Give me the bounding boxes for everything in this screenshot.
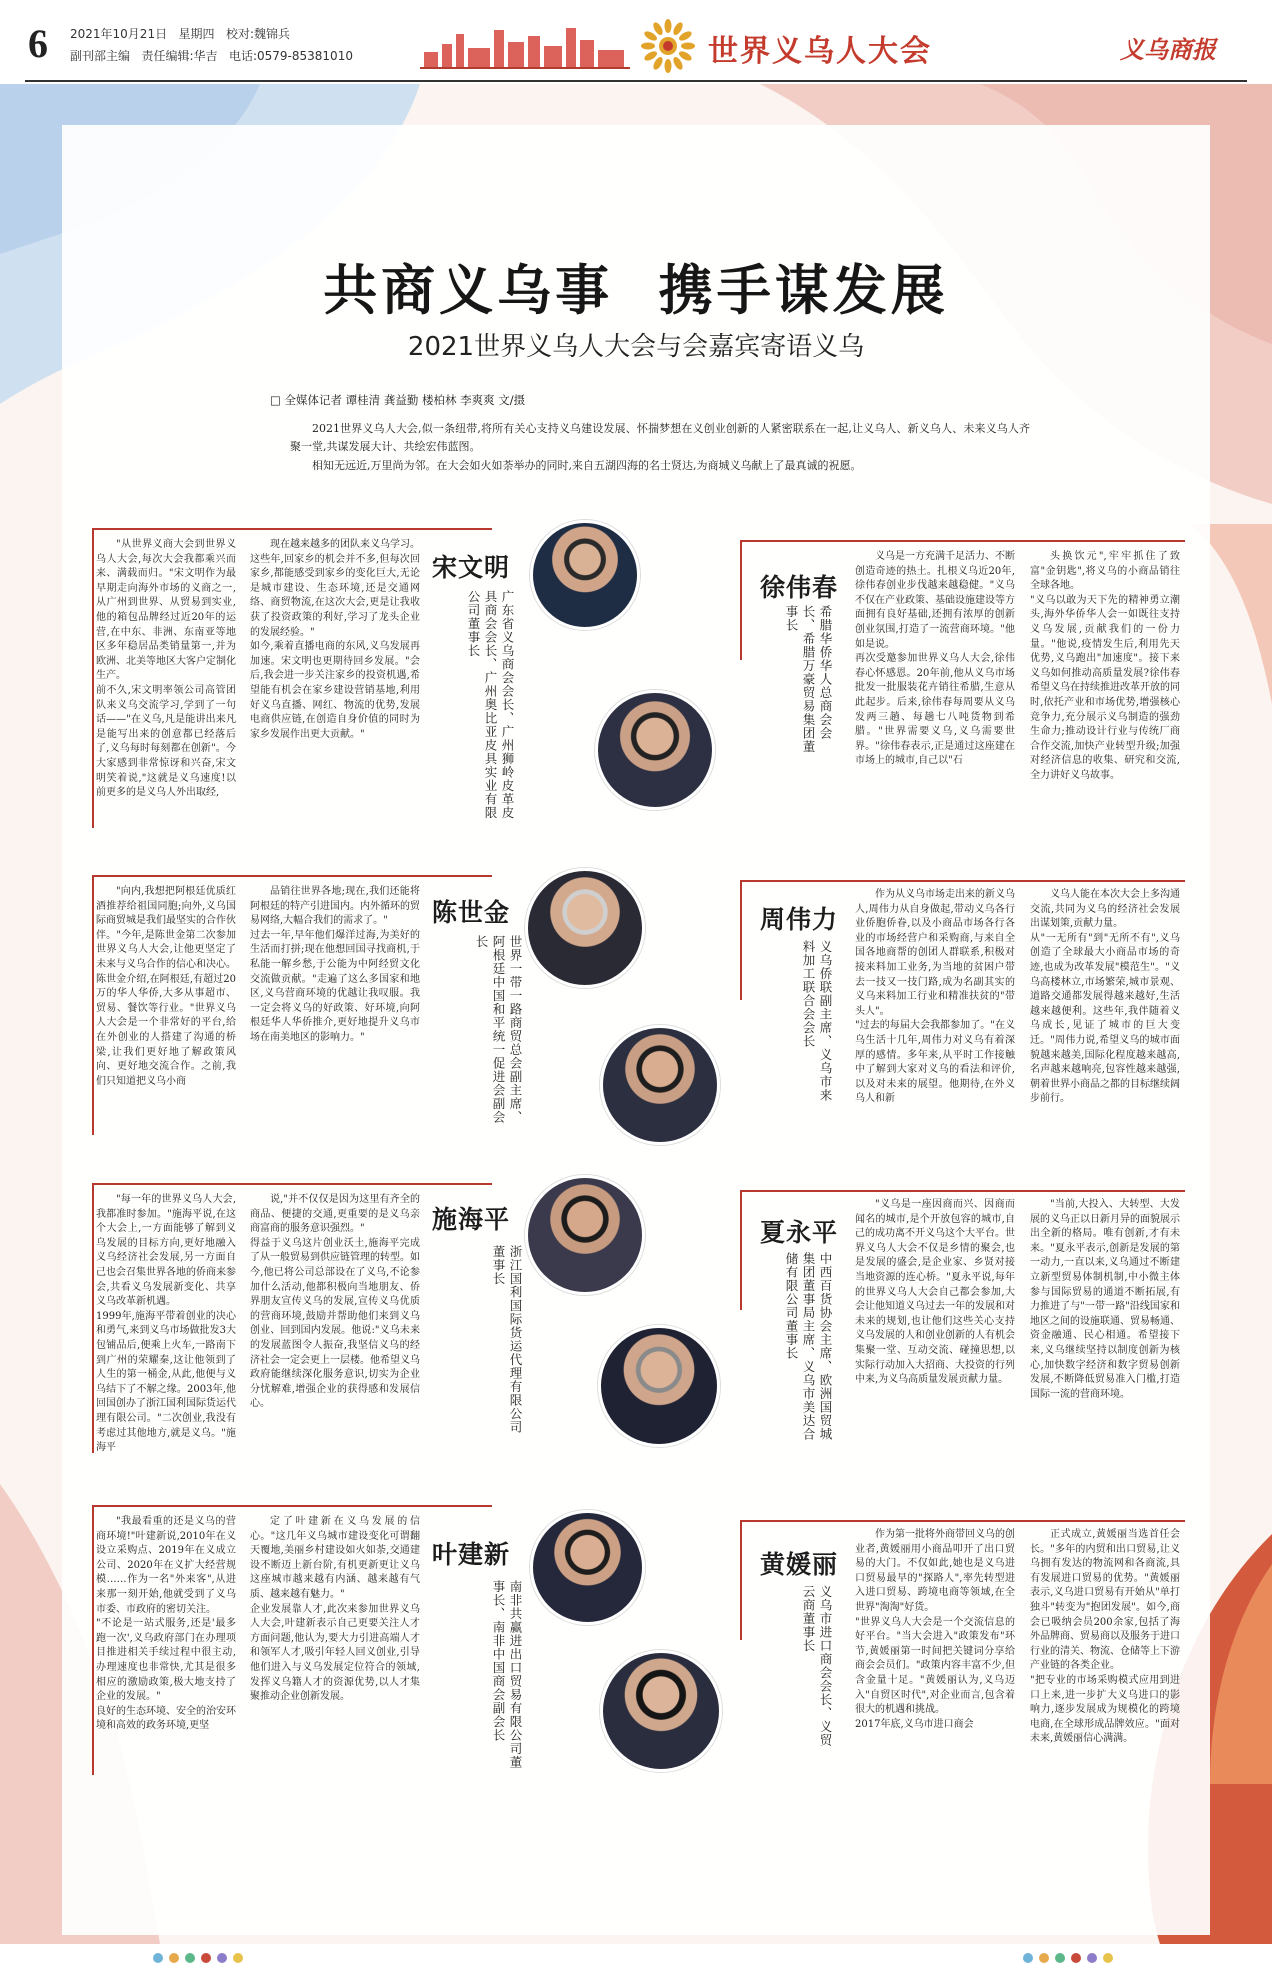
paper-name: 义乌商报	[1120, 35, 1216, 64]
intro-paragraph-1: 2021世界义乌人大会,似一条纽带,将所有关心支持义乌建设发展、怀揣梦想在义创业创新的人紧密联系在一起,让义乌人、新义乌人、未来义乌人齐聚一堂,共谋发展大计、共绘宏伟蓝图。	[290, 422, 1030, 453]
footer-dots-right	[1020, 1948, 1116, 1967]
frame-rule	[92, 1183, 94, 1453]
profile-text-col2: 定了叶建新在义乌发展的信心。"这几年义乌城市建设变化可谓翻天覆地,美丽乡村建设如火如荼,交通建设不断迈上新台阶,有机更新更让义乌这座城市越来越有内涵、越来越有气质、越来越有魅力。" 企业发展靠人才,此次来参加世界义乌人大会,叶建新表示自己更要关注人才方面问题,他认为,要大力引进高端人才和领军人才,吸引年轻人回义创业,引导他们进入与义乌发展定位符合的领域,发挥义乌籍人才的资源优势,以人才集聚推动企业创新发展。	[250, 1516, 420, 1703]
portrait-photo	[598, 1325, 720, 1447]
profile-text-col2: 正式成立,黄媛丽当选首任会长。"多年的内贸和出口贸易,让义乌拥有发达的物流网和各商流,具有发展进口贸易的优势。"黄媛丽表示,义乌进口贸易有开始从"单打独斗"转变为"抱团发展"。如今,商会已吸纳会员200余家,包括了海外品牌商、贸易商以及服务于进口行业的清关、物流、仓储等上下游产业链的各类企业。 "把专业的市场采购模式应用到进口上来,进一步扩大义乌进口的影响力,逐步发展成为规模化的跨境电商,在全球形成品牌效应。"面对未来,黄媛丽信心满满。	[1030, 1529, 1180, 1745]
frame-rule	[740, 880, 742, 1000]
frame-rule	[740, 880, 1185, 882]
person-name: 黄媛丽	[760, 1550, 839, 1579]
frame-rule	[92, 528, 492, 530]
page-number: 6	[28, 21, 48, 66]
intro-paragraph-2: 相知无远近,万里尚为邻。在大会如火如荼举办的同时,来自五湖四海的名士贤达,为商城义乌献上了最真诚的祝愿。	[312, 459, 862, 472]
frame-rule	[92, 1505, 492, 1507]
person-name: 夏永平	[760, 1218, 839, 1247]
person-title: 南非共赢进出口贸易有限公司董事长、南非中国商会副会长	[491, 1580, 523, 1769]
frame-rule	[740, 1520, 742, 1640]
issue-date: 2021年10月21日	[70, 27, 168, 41]
section-title: 世界义乌人大会	[708, 34, 932, 69]
profile-text-col2: "当前,大投入、大转型、大发展的义乌正以日新月异的面貌展示出全新的格局。唯有创新,才有未来。"夏永平表示,创新是发展的第一动力,一直以来,义乌通过不断建立新型贸易体制机制,中小微主体参与国际贸易的通道不断拓展,有力推进了与"一带一路"沿线国家和地区之间的设施联通、贸易畅通、资金融通、民心相通。希望接下来,义乌继续坚持以制度创新为核心,加快数字经济和数字贸易创新发展,不断降低贸易准入门槛,打造国际一流的营商环境。	[1030, 1199, 1180, 1400]
subheadline: 2021世界义乌人大会与会嘉宾寄语义乌	[407, 332, 865, 362]
portrait-photo	[595, 690, 715, 810]
conference-logo	[640, 18, 696, 74]
frame-rule	[92, 528, 94, 828]
footer-dots-left	[150, 1948, 246, 1967]
profile-text-col2: 头换饮元",牢牢抓住了致富"金钥匙",将义乌的小商品销往全球各地。 "义乌以敢为天下先的精神勇立潮头,海外华侨华人会一如既往支持义乌发展,贡献我们的一份力量。"他说,疫情发生后,利用先天优势,义乌跑出"加速度"。接下来义乌如何推动高质量发展?徐伟春希望义乌在持续推进改革开放的同时,依托产业和市场优势,增强核心竞争力,充分展示义乌制造的强劲生命力;推动设计行业与传统厂商合作交流,加快产业转型升级;加强对经济信息的收集、研究和交流,全力讲好义乌故事。	[1030, 551, 1180, 781]
person-name: 宋文明	[432, 553, 511, 582]
profile-text-col2: 现在越来越多的团队来义乌学习。这些年,回家乡的机会并不多,但每次回家乡,都能感受到家乡的变化巨大,无论是城市建设、生态环境,还是交通网络、商贸物流,在这次大会,更是让我收获了投资政策的利好,学习了龙头企业的发展经验。" 如今,乘着直播电商的东风,义乌发展再加速。宋文明也更期待回乡发展。"会后,我会进一步关注家乡的投资机遇,希望能有机会在家乡建设营销基地,利用好义乌直播、网红、物流的优势,发展电商供应链,在创造自身价值的同时为家乡发展作出更大贡献。"	[250, 539, 420, 740]
frame-rule	[92, 875, 94, 1135]
person-title: 义乌侨联副主席、义乌市来料加工联合会会长	[801, 940, 833, 1102]
person-title: 义乌市进口商会会长、义贸云商董事长	[801, 1585, 833, 1747]
person-title: 希腊华侨华人总商会会长、希腊万豪贸易集团董事长	[784, 605, 833, 754]
person-name: 周伟力	[760, 905, 839, 934]
frame-rule	[92, 1505, 94, 1775]
profile-text-col1: "从世界义商大会到世界义乌人大会,每次大会我都乘兴而来、满载而归。"宋文明作为最早期走向海外市场的义商之一,从广州到世界、从贸易到实业,他的箱包品牌经过近20年的运营,在中东、非洲、东南亚等地区多年稳居品类销量第一,并为欧洲、北美等地区大客户定制化生产。 前不久,宋文明率领公司高管团队来义乌交流学习,学到了一句话——"在义乌,凡是能讲出来凡是能写出来的创意都已经落后了,义乌每时每刻都在创新"。今大家感到非常惊讶和兴奋,宋文明笑着说,"这就是义乌速度!以前更多的是义乌人外出取经,	[96, 539, 236, 799]
profile-text-col1: "向内,我想把阿根廷优质红酒推荐给祖国同胞;向外,义乌国际商贸城是我们最坚实的合作伙伴。"今年,是陈世金第二次参加世界义乌人大会,让他更坚定了未来与义乌合作的信心和决心。 陈世金介绍,在阿根廷,有超过20万的华人华侨,大多从事超市、贸易、餐饮等行业。"世界义乌人大会是一个非常好的平台,给在外创业的人搭建了沟通的桥梁,让我们更好地了解政策风向、更好地交流合作。之前,我们只知道把义乌小商	[96, 886, 236, 1087]
frame-rule	[740, 540, 742, 660]
dept-head: 副刊部主编	[70, 49, 131, 63]
profile-text-col2: 义乌人能在本次大会上多沟通交流,共同为义乌的经济社会发展出谋划策,贡献力量。 从"一无所有"到"无所不有",义乌创造了全球最大小商品市场的奇迹,也成为改革发展"模范生"。"义乌高楼林立,市场繁荣,城市景观、道路交通都发展得越来越好,生活越来越便利。这些年,我伴随着义乌成长,见证了城市的巨大变迁。"周伟力说,希望义乌的城市面貌越来越美,国际化程度越来越高,名声越来越响亮,包容性越来越强,朝着世界小商品之都的目标继续阔步前行。	[1030, 889, 1180, 1105]
profile-text-col2: 说,"并不仅仅是因为这里有齐全的商品、便捷的交通,更重要的是义乌亲商富商的服务意识强烈。" 得益于义乌这片创业沃土,施海平完成了从一般贸易到供应链管理的转型。如今,他已将公司总部设在了义乌,不论参加什么活动,他都积极向当地朋友、侨界朋友宣传义乌的发展,宣传义乌优质的营商环境,鼓励并帮助他们来到义乌创业、回到国内发展。他说:"义乌未来的发展蓝图令人振奋,我坚信义乌的经济社会一定会更上一层楼。他希望义乌政府能继续深化服务意识,切实为企业分忧解难,增强企业的获得感和发展信心。	[250, 1194, 420, 1410]
skyline-illustration	[420, 24, 630, 70]
profile-text-col1: "我最看重的还是义乌的营商环境!"叶建新说,2010年在义设立采购点、2019年在义成立公司、2020年在义扩大经营规模……作为一名"外来客",从进来那一刻开始,他就受到了义乌市委、市政府的密切关注。 "不论是一站式服务,还是'最多跑一次',义乌政府部门在办理项目推进相关手续过程中很主动,办理速度也非常快,尤其是很多相应的激励政策,极大地支持了企业的发展。" 良好的生态环境、安全的治安环境和高效的政务环境,更坚	[96, 1516, 236, 1732]
editor: 责任编辑:华吉	[141, 49, 218, 63]
frame-rule	[740, 1190, 742, 1310]
profile-text-col1: "义乌是一座因商而兴、因商而闻名的城市,是个开放包容的城市,自己的成功离不开义乌这个大平台。世界义乌人大会不仅是乡情的聚会,也是发展的盛会,是企业家、乡贤对接当地资源的连心桥。"夏永平说,每年的世界义乌人大会自己都会参加,大会让他知道义乌过去一年的发展和对未来的规划,也让他们这些关心支持义乌发展的人和创业创新的人有机会集聚一堂、互动交流、碰撞思想,以实际行动加入大招商、大投资的行列中来,为义乌高质量发展贡献力量。	[855, 1199, 1015, 1386]
profile-text-col1: "每一年的世界义乌人大会,我都准时参加。"施海平说,在这个大会上,一方面能够了解到义乌发展的目标方向,更好地融入义乌经济社会发展,另一方面自己也会召集世界各地的侨商来参会,共看义乌发展新变化、共享义乌改革新机遇。 1999年,施海平带着创业的决心和勇气,来到义乌市场做批发3大包铺品后,便乘上火车,一路南下到广州的荣耀秦,这让他领到了人生的第一桶金,从此,他便与义乌结下了不解之缘。2003年,他回国创办了浙江国利国际货运代理有限公司。"二次创业,我没有考虑过其他地方,就是义乌。"施海平	[96, 1194, 236, 1453]
portrait-photo	[530, 1510, 645, 1625]
person-name: 施海平	[432, 1205, 511, 1234]
portrait-photo	[600, 1025, 720, 1145]
masthead-meta-row1	[70, 25, 290, 42]
person-name: 叶建新	[432, 1540, 511, 1569]
phone: 电话:0579-85381010	[228, 49, 353, 63]
portrait-photo	[525, 1175, 645, 1295]
profile-text-col2: 品销往世界各地;现在,我们还能将阿根廷的特产引进国内。内外循环的贸易网络,大幅合我们的需求了。" 过去一年,早年他们爆洋过海,为美好的生活而打拼;现在他想回国寻找商机,于私能一解乡愁,于公能为中阿经贸文化交流做贡献。"走遍了这么多国家和地区,义乌营商环境的优越让我叹服。我一定会将义乌的好政策、好环境,向阿根廷华人华侨推介,更好地提升义乌市场在南美地区的影响力。"	[250, 886, 420, 1043]
person-title: 中西百货协会主席、欧洲国贸城集团董事局主席、义乌市美达合储有限公司董事长	[784, 1252, 833, 1441]
frame-rule	[740, 1520, 1185, 1522]
byline-text: 全媒体记者 谭桂清 龚益勤 楼柏林 李爽爽 文/摄	[284, 393, 526, 407]
frame-rule	[92, 875, 492, 877]
person-title: 广东省义乌商会会长、广州狮岭皮革皮具商会会长、广州奥比亚皮具实业有限公司董事长	[466, 590, 515, 820]
person-title: 浙江国利国际货运代理有限公司董事长	[491, 1245, 523, 1434]
masthead-meta-row2	[70, 47, 353, 64]
person-name: 徐伟春	[760, 573, 839, 602]
byline: □ 全媒体记者 谭桂清 龚益勤 楼柏林 李爽爽 文/摄	[270, 393, 526, 407]
portrait-photo	[525, 868, 645, 988]
proofreader: 校对:魏锦兵	[226, 27, 291, 41]
masthead-rule	[25, 80, 1247, 82]
weekday: 星期四	[178, 27, 215, 41]
portrait-photo	[530, 520, 640, 630]
person-name: 陈世金	[432, 898, 511, 927]
profile-text-col1: 作为从义乌市场走出来的新义乌人,周伟力从自身做起,带动义乌各行业侨胞侨眷,以及小商品市场各行各业的市场经营户和采购商,与来自全国各地商帮的创团人群联系,积极对接来料加工业务,为当地的贫困户带去一技又一技门路,成为名副其实的义乌来料加工行业和精准扶贫的"带头人"。 "过去的每届大会我都参加了。"在义乌生活十几年,周伟力对义乌有着深厚的感情。多年来,从平时工作接触中了解到大家对义乌的看法和评价,以及对未来的展望。他期待,在外义乌人和新	[855, 889, 1015, 1105]
frame-rule	[92, 1183, 492, 1185]
portrait-photo	[600, 1650, 722, 1772]
profile-text-col1: 作为第一批将外商带回义乌的创业者,黄媛丽用小商品叩开了出口贸易的大门。不仅如此,她也是义乌进口贸易最早的"探路人",率先转型进入进口贸易、跨境电商等领域,在全世界"淘淘"好货。 "世界义乌人大会是一个交流信息的好平台。"当大会进入"政策发布"环节,黄媛丽第一时间把关键词分享给商会会员们。"政策内容丰富不少,但含金量十足。"黄媛丽认为,义乌迈入"自贸区时代",对企业而言,包含着很大的机遇和挑战。 2017年底,义乌市进口商会	[855, 1529, 1015, 1730]
profile-text-col1: 义乌是一方充满千足活力、不断创造奇迹的热土。扎根义乌近20年,徐伟春创业步伐越来越稳健。"义乌不仅在产业政策、基础设施建设等方面拥有良好基础,还拥有浓厚的创新创业氛围,打造了一流营商环境。"他如是说。 再次受邀参加世界义乌人大会,徐伟春心怀感恩。20年前,他从义乌市场批发一批服装花卉销往希腊,生意从此起步。后来,徐伟春每周要从义乌发两三趟、每趟七八吨货物到希腊。"世界需要义乌,义乌需要世界。"徐伟春表示,正是通过这座建在市场上的城市,自己以"石	[855, 551, 1015, 767]
headline: 共商义乌事 携手谋发展	[323, 258, 949, 322]
frame-rule	[740, 1190, 1185, 1192]
person-title: 世界一带一路商贸总会副主席、阿根廷中国和平统一促进会副会长	[474, 935, 523, 1124]
frame-rule	[740, 540, 1185, 542]
